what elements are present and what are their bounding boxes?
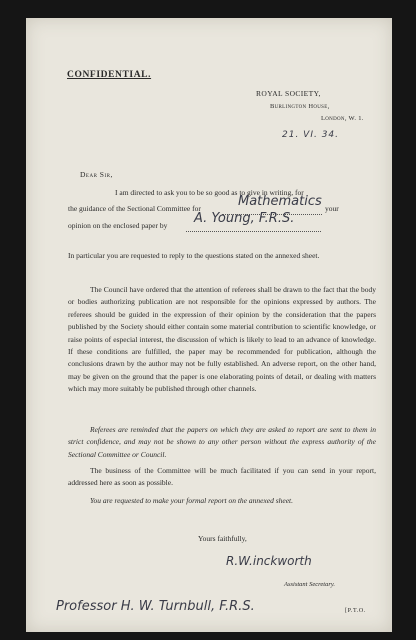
handwritten-signature: R.W.inckworth [226,554,312,568]
letter-sheet [26,18,392,632]
signatory-title: Assistant Secretary. [284,581,336,588]
address-line-1: Burlington House, [270,103,330,110]
address-line-2: London, W. 1. [321,115,364,122]
page-turn-note: [P.T.O. [345,608,366,614]
handwritten-addressee: Professor H. W. Turnbull, F.R.S. [56,599,255,614]
paragraph-questions: In particular you are requested to reply to the questions stated on the annexed sheet. [68,251,320,260]
handwritten-author: A. Young, F.R.S. [194,211,295,226]
letter-line-3: opinion on the enclosed paper by [68,221,168,230]
paragraph-business: The business of the Committee will be much facilitated if you can send in your report, addressed here as soon as possible. [68,466,376,488]
closing: Yours faithfully, [198,534,247,543]
handwritten-subject: Mathematics [238,194,322,209]
society-name: ROYAL SOCIETY, [256,89,321,98]
handwritten-date: 21. VI. 34. [282,130,340,140]
paragraph-council: The Council have ordered that the attention of referees shall be drawn to the fact that the body or bodies authorizing publication are not responsible for the opinions expressed by authors. The referees should be guided in the expression of their opinion by the consideration that the papers published by the Society should either contain some material contribution to scientific knowledge, or raise points of especial interest, the discussion of which is likely to lead to an advance of knowledge. If these conditions are fulfilled, the paper may be recommended for publication, although the conclusions drawn by the author may not be fully established. An adverse report, on the other hand, may be given on the ground that the paper is one elaborating points of detail, or dealing with matters which may more suitably be published through other channels. [68,285,376,394]
letter-line-2: the guidance of the Sectional Committee for [68,204,201,213]
author-fill-line [186,231,321,232]
paragraph-formal-report: You are requested to make your formal report on the annexed sheet. [90,496,294,505]
letter-line-1: I am directed to ask you to be so good as to give in writing, for [115,188,304,197]
confidential-heading: CONFIDENTIAL. [67,70,152,80]
paragraph-confidence: Referees are reminded that the papers on which they are asked to report are sent to them in strict confidence, and may not be shown to any other person without the express authority of the Sectional Committee or Council. [68,425,376,459]
salutation: Dear Sir, [80,170,113,179]
letter-line-2-end: your [325,204,339,213]
